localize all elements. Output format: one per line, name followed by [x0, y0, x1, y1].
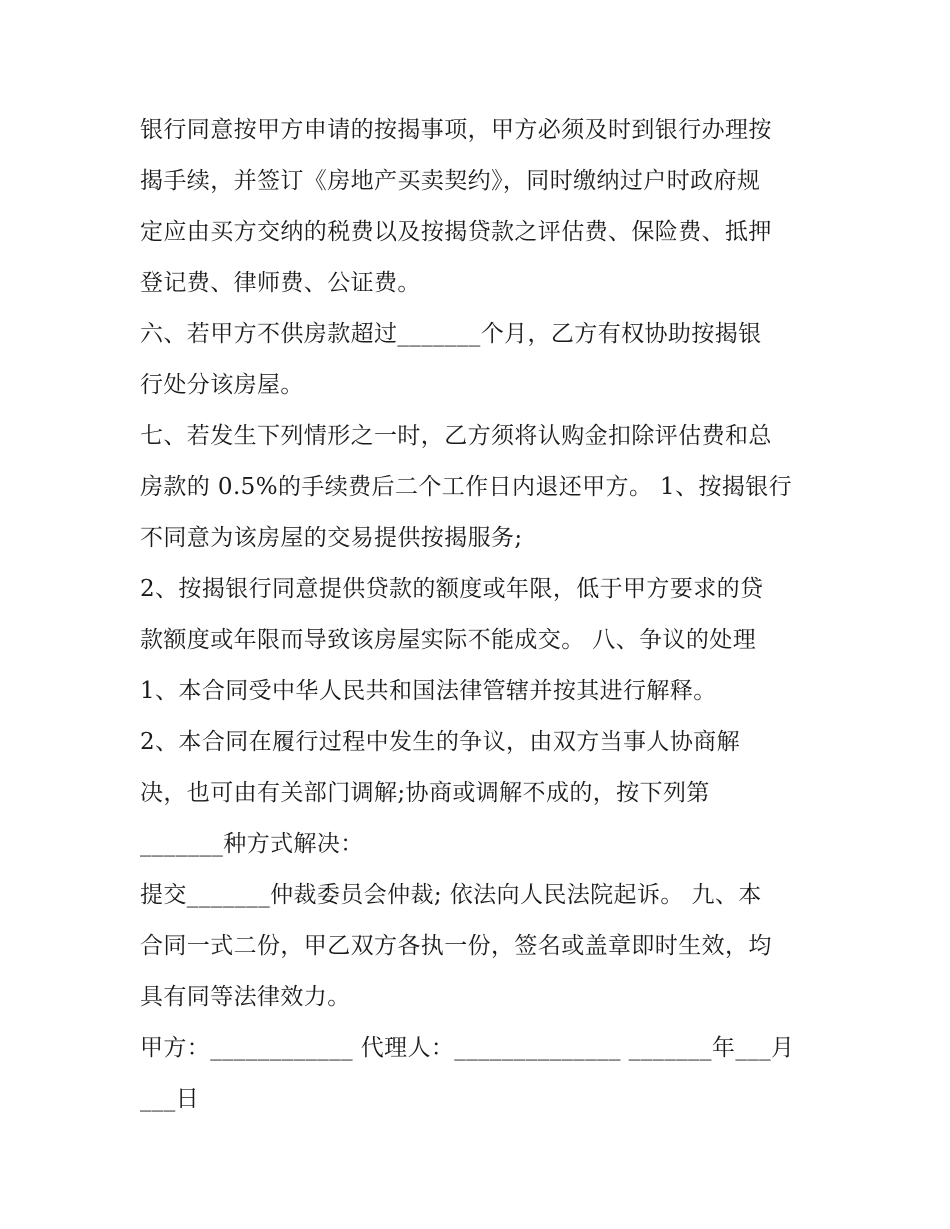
text-line: 决，也可由有关部门调解;协商或调解不成的，按下列第: [140, 780, 710, 806]
text-line: 不同意为该房屋的交易提供按揭服务;: [140, 525, 523, 551]
text-line: 具有同等法律效力。: [140, 984, 351, 1010]
clause-eight: 款额度或年限而导致该房屋实际不能成交。 八、争议的处理: [140, 627, 757, 653]
clause-nine: 提交_______仲裁委员会仲裁; 依法向人民法院起诉。 九、本: [140, 882, 762, 908]
text-line: 登记费、律师费、公证费。: [140, 270, 421, 296]
text-line: 1、本合同受中华人民共和国法律管辖并按其进行解释。: [140, 678, 717, 704]
text-line: 揭手续，并签订《房地产买卖契约》，同时缴纳过户时政府规: [140, 168, 761, 194]
text-line: 行处分该房屋。: [140, 372, 304, 398]
text-line: 定应由买方交纳的税费以及按揭贷款之评估费、保险费、抵押: [140, 219, 772, 245]
text-line: 2、按揭银行同意提供贷款的额度或年限，低于甲方要求的贷: [140, 576, 764, 602]
contract-text: [140, 105, 830, 1125]
text-line: 银行同意按甲方申请的按揭事项，甲方必须及时到银行办理按: [140, 117, 772, 143]
text-line: 合同一式二份，甲乙双方各执一份，签名或盖章即时生效，均: [140, 933, 772, 959]
text-line: _______种方式解决：: [140, 831, 364, 857]
date-line: ___日: [140, 1086, 200, 1112]
signature-line: 甲方：____________ 代理人：______________ _______年___月: [140, 1035, 795, 1061]
text-line: 2、本合同在履行过程中发生的争议，由双方当事人协商解: [140, 729, 741, 755]
clause-six: 六、若甲方不供房款超过_______个月，乙方有权协助按揭银: [140, 321, 762, 347]
text-line: 房款的 0.5%的手续费后二个工作日内退还甲方。 1、按揭银行: [140, 474, 793, 500]
clause-seven: 七、若发生下列情形之一时，乙方须将认购金扣除评估费和总: [140, 423, 772, 449]
